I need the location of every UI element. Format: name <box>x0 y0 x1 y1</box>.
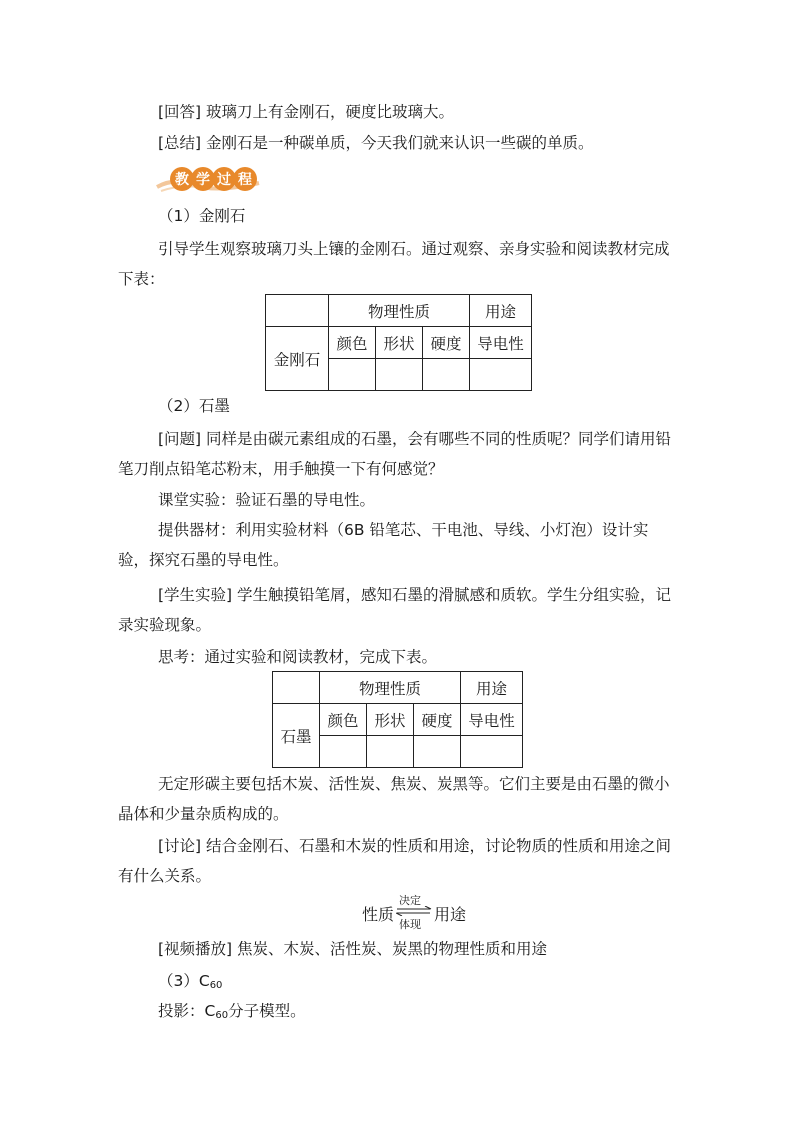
projection-line <box>158 1001 306 1026</box>
table1-use-header: 用途 <box>470 295 532 327</box>
guide-paragraph: 引导学生观察玻璃刀头上镶的金刚石。通过观察、亲身实验和阅读教材完成下表： <box>118 240 670 288</box>
table1-cell <box>376 359 423 391</box>
equation-left: 性质 <box>362 905 395 924</box>
student-experiment-paragraph: [学生实验] 学生触摸铅笔屑，感知石墨的滑腻感和质软。学生分组实验，记录实验现象。 <box>118 586 672 634</box>
equilibrium-arrows-icon <box>396 906 432 916</box>
answer-paragraph: [回答] 玻璃刀上有金刚石，硬度比玻璃大。 <box>158 103 455 121</box>
diamond-table <box>265 294 532 391</box>
banner-char-1: 教 <box>175 172 189 188</box>
graphite-heading: （2）石墨 <box>158 397 230 415</box>
table2-cell <box>461 736 523 768</box>
equation-right: 用途 <box>434 905 467 924</box>
table1-sub-conductivity: 导电性 <box>470 327 532 359</box>
projection-sub: 60 <box>215 1010 229 1021</box>
table1-sub-color: 颜色 <box>329 327 376 359</box>
diamond-heading: （1）金刚石 <box>158 207 246 225</box>
projection-suffix: 分子模型。 <box>228 1002 306 1020</box>
c60-heading <box>158 971 222 996</box>
experiment-paragraph: 课堂实验：验证石墨的导电性。 <box>158 491 376 509</box>
table2-sub-conductivity: 导电性 <box>461 704 523 736</box>
table2-use-header: 用途 <box>461 672 523 704</box>
table2-sub-color: 颜色 <box>320 704 367 736</box>
table1-sub-shape: 形状 <box>376 327 423 359</box>
banner-char-4: 程 <box>238 172 252 188</box>
c60-heading-sub: 60 <box>209 980 223 991</box>
table2-cell <box>367 736 414 768</box>
banner-char-2: 学 <box>196 172 210 188</box>
think-paragraph: 思考：通过实验和阅读教材，完成下表。 <box>158 648 438 666</box>
summary-paragraph: [总结] 金刚石是一种碳单质，今天我们就来认识一些碳的单质。 <box>158 134 594 152</box>
projection-prefix: 投影：C <box>158 1002 216 1020</box>
table2-sub-shape: 形状 <box>367 704 414 736</box>
c60-heading-prefix: （3）C <box>158 972 210 990</box>
table1-row-label: 金刚石 <box>266 327 329 391</box>
graphite-table <box>272 671 523 768</box>
discuss-paragraph: [讨论] 结合金刚石、石墨和木炭的性质和用途，讨论物质的性质和用途之间有什么关系。 <box>118 837 672 885</box>
table2-row-label: 石墨 <box>273 704 320 768</box>
table1-sub-hardness: 硬度 <box>423 327 470 359</box>
table2-physical-header: 物理性质 <box>320 672 461 704</box>
table1-cell <box>423 359 470 391</box>
equation-top-label: 决定 <box>399 894 421 907</box>
table2-corner <box>273 672 320 704</box>
table2-sub-hardness: 硬度 <box>414 704 461 736</box>
question-paragraph: [问题] 同样是由碳元素组成的石墨，会有哪些不同的性质呢？同学们请用铅笔刀削点铅笔芯粉末，用手触摸一下有何感觉？ <box>118 430 672 478</box>
equipment-paragraph: 提供器材：利用实验材料（6B 铅笔芯、干电池、导线、小灯泡）设计实验，探究石墨的导电性。 <box>118 521 649 569</box>
banner-char-3: 过 <box>217 172 231 188</box>
video-paragraph: [视频播放] 焦炭、木炭、活性炭、炭黑的物理性质和用途 <box>158 940 548 958</box>
table1-cell <box>470 359 532 391</box>
table1-corner <box>266 295 329 327</box>
table2-cell <box>320 736 367 768</box>
amorphous-carbon-paragraph: 无定形碳主要包括木炭、活性炭、焦炭、炭黑等。它们主要是由石墨的微小晶体和少量杂质构成的。 <box>118 775 670 823</box>
table1-physical-header: 物理性质 <box>329 295 470 327</box>
table1-cell <box>329 359 376 391</box>
teaching-process-banner <box>155 165 261 195</box>
table2-cell <box>414 736 461 768</box>
equation-bottom-label: 体现 <box>399 918 421 931</box>
